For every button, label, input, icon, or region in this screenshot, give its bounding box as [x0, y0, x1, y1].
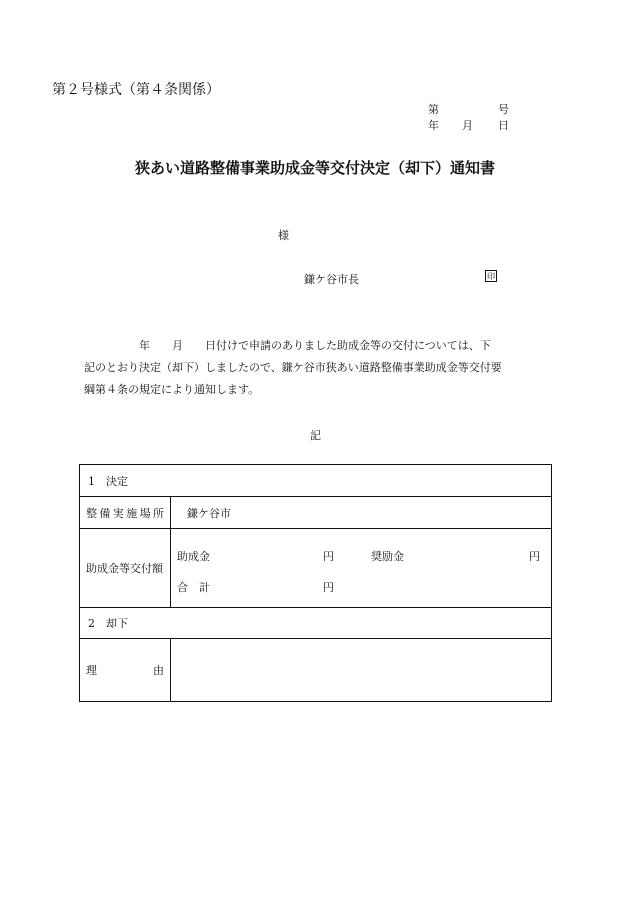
seal-mark: 印	[487, 272, 495, 281]
table-row	[80, 608, 552, 639]
addressee-suffix: 様	[278, 229, 289, 242]
ref-go: 号	[498, 103, 509, 116]
reference-number	[428, 101, 509, 117]
grant-label: 助成金	[177, 550, 210, 563]
section-rejection: 2 却下	[80, 608, 552, 639]
date-day: 日	[498, 119, 509, 132]
notice-body	[84, 335, 544, 401]
amount-cell	[171, 529, 552, 608]
location-value: 鎌ケ谷市	[171, 497, 552, 529]
document-title: 狭あい道路整備事業助成金等交付決定（却下）通知書	[134, 159, 495, 177]
reason-label: 理由	[80, 639, 171, 702]
incentive-unit: 円	[529, 550, 540, 563]
table-row	[80, 465, 552, 497]
table-row	[80, 497, 552, 529]
ref-dai: 第	[428, 103, 439, 116]
form-number: 第２号様式（第４条関係）	[52, 82, 220, 98]
date-year: 年	[428, 119, 439, 132]
date-month: 月	[462, 119, 473, 132]
section-decision: 1 決定	[80, 465, 552, 497]
total-unit: 円	[323, 581, 334, 594]
grant-unit: 円	[323, 550, 334, 563]
incentive-label: 奨励金	[371, 550, 404, 563]
amount-label: 助成金等交付額	[80, 529, 171, 608]
decision-table	[79, 464, 552, 702]
body-line-2: 記のとおり決定（却下）しましたので、鎌ケ谷市狭あい道路整備事業助成金等交付要	[84, 361, 502, 374]
issue-date	[428, 117, 509, 133]
body-line-3: 綱第４条の規定により通知します。	[84, 383, 260, 396]
reason-value	[171, 639, 552, 702]
ki-heading: 記	[310, 429, 321, 442]
issuer-name: 鎌ケ谷市長	[304, 273, 359, 286]
body-line-1: 年 月 日付けで申請のありました助成金等の交付については、下	[84, 339, 491, 352]
table-row	[80, 639, 552, 702]
total-label: 合 計	[177, 581, 210, 594]
location-label: 整備実施場所	[80, 497, 171, 529]
table-row	[80, 529, 552, 608]
